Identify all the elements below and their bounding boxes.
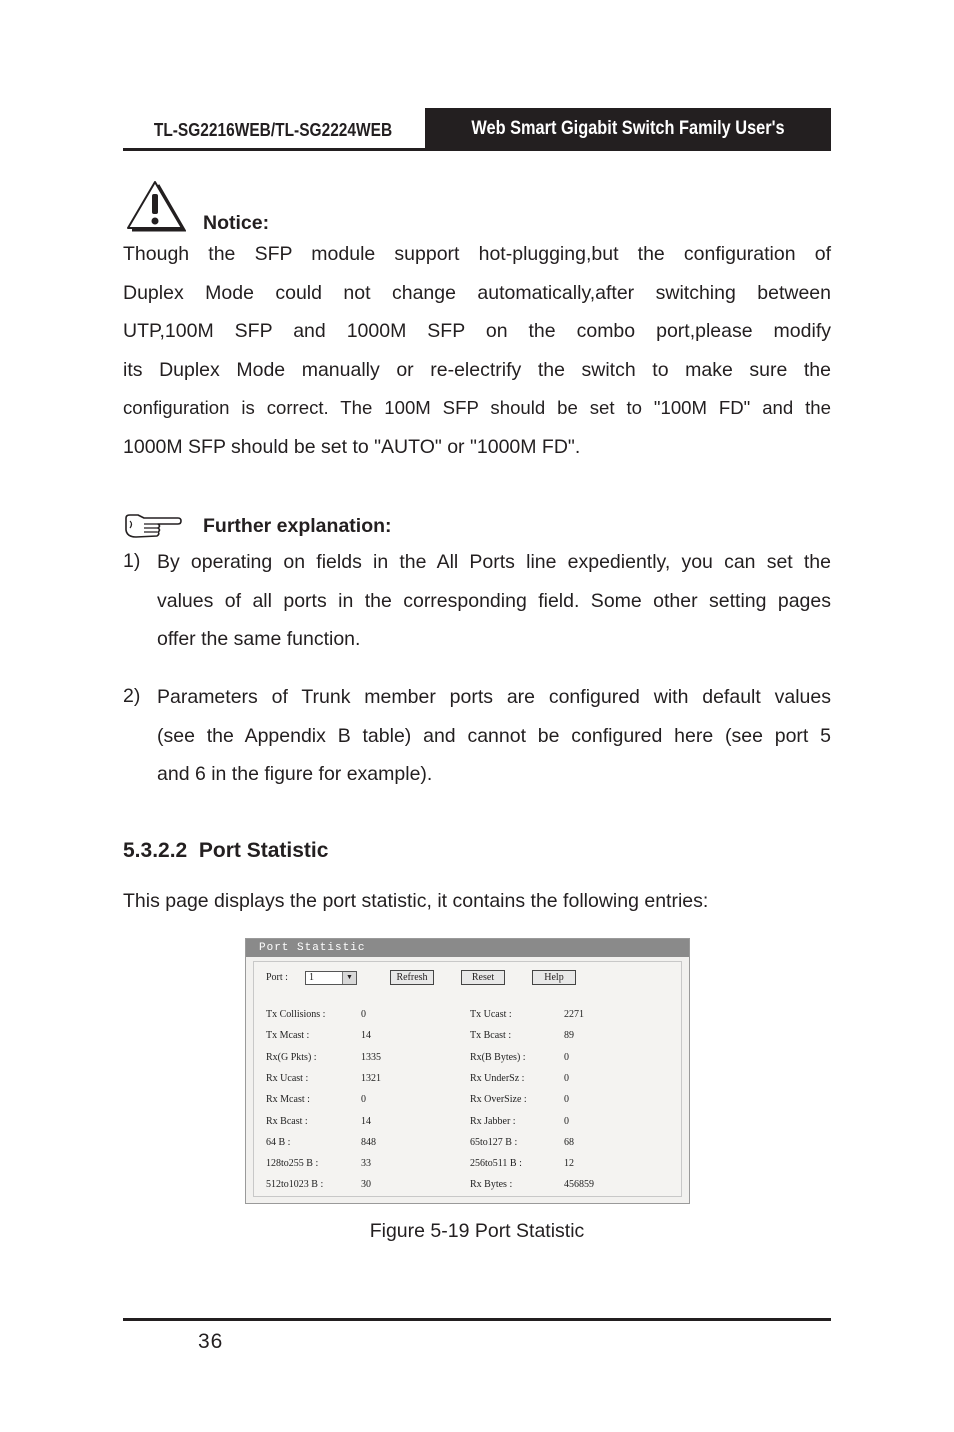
reset-button[interactable]: Reset xyxy=(461,970,505,985)
header-guide-title-text: Web Smart Gigabit Switch Family User's Guide xyxy=(471,118,785,181)
stat-label: Rx Jabber : xyxy=(470,1115,516,1127)
list-item xyxy=(157,678,831,794)
list-item-line: offer the same function. xyxy=(157,628,361,650)
list-item-line: and 6 in the figure for example). xyxy=(157,763,433,785)
port-select[interactable] xyxy=(305,971,357,985)
stat-value: 848 xyxy=(361,1136,376,1148)
stat-value: 68 xyxy=(564,1136,574,1148)
page-number: 36 xyxy=(198,1330,224,1353)
stat-label: Rx OverSize : xyxy=(470,1094,527,1106)
footer-rule xyxy=(123,1318,831,1321)
figure-title: Port Statistic xyxy=(246,939,689,957)
notice-line: 1000M SFP should be set to "AUTO" or "1000M FD". xyxy=(123,435,581,458)
stat-value: 1335 xyxy=(361,1051,381,1063)
notice-line: its Duplex Mode manually or re-electrify the switch to make sure the xyxy=(123,358,831,381)
figure-panel xyxy=(253,961,682,1197)
stat-label: Tx Collisions : xyxy=(266,1009,326,1020)
stat-value: 14 xyxy=(361,1115,371,1127)
stat-label: 65to127 B : xyxy=(470,1136,518,1148)
stat-label: Rx Bytes : xyxy=(470,1179,513,1191)
refresh-button[interactable]: Refresh xyxy=(390,970,434,985)
stat-value: 30 xyxy=(361,1179,371,1191)
chevron-down-icon[interactable]: ▼ xyxy=(342,972,356,984)
section-heading: 5.3.2.2 Port Statistic xyxy=(123,839,329,862)
stat-label: Tx Ucast : xyxy=(470,1009,512,1020)
notice-line: Though the SFP module support hot-plugging,but the configuration of xyxy=(123,243,831,265)
list-item xyxy=(157,543,831,659)
list-number: 2) xyxy=(123,685,141,707)
help-button[interactable]: Help xyxy=(532,970,576,985)
warning-icon xyxy=(124,178,186,234)
notice-line: UTP,100M SFP and 1000M SFP on the combo port,please modify xyxy=(123,320,831,342)
stat-label: Rx(B Bytes) : xyxy=(470,1051,526,1063)
stat-label: 64 B : xyxy=(266,1136,291,1148)
list-item-line: Parameters of Trunk member ports are configured with default values xyxy=(157,686,831,708)
stat-value: 0 xyxy=(564,1072,569,1084)
stat-label: 256to511 B : xyxy=(470,1158,522,1170)
section-intro: This page displays the port statistic, it contains the following entries: xyxy=(123,890,709,912)
stat-label: Tx Mcast : xyxy=(266,1030,310,1042)
stat-label: Tx Bcast : xyxy=(470,1030,512,1042)
stat-label: Rx Mcast : xyxy=(266,1094,310,1106)
stat-value: 456859 xyxy=(564,1179,594,1191)
port-label: Port : xyxy=(266,972,288,983)
port-statistic-figure xyxy=(245,938,690,1204)
stat-value: 0 xyxy=(564,1115,569,1127)
stat-label: Rx Ucast : xyxy=(266,1072,309,1084)
stat-label: Rx(G Pkts) : xyxy=(266,1051,317,1063)
list-number: 1) xyxy=(123,550,141,572)
list-item-line: (see the Appendix B table) and cannot be configured here (see port 5 xyxy=(157,724,831,747)
stat-value: 12 xyxy=(564,1158,574,1170)
pointing-hand-icon xyxy=(124,512,182,540)
header-guide-title xyxy=(425,108,831,181)
notice-line: Duplex Mode could not change automatically,after switching between xyxy=(123,281,831,304)
header-rule xyxy=(123,148,831,151)
list-item-line: values of all ports in the corresponding field. Some other setting pages xyxy=(157,589,831,612)
stat-value: 0 xyxy=(361,1009,366,1020)
stat-value: 14 xyxy=(361,1030,371,1042)
stat-value: 0 xyxy=(564,1051,569,1063)
stat-value: 33 xyxy=(361,1158,371,1170)
stat-value: 0 xyxy=(564,1094,569,1106)
stat-value: 2271 xyxy=(564,1009,584,1020)
stat-label: 128to255 B : xyxy=(266,1158,319,1170)
figure-caption: Figure 5-19 Port Statistic xyxy=(369,1220,585,1242)
header-model: TL-SG2216WEB/TL-SG2224WEB xyxy=(153,120,393,140)
stat-label: Rx Bcast : xyxy=(266,1115,308,1127)
notice-paragraph xyxy=(123,235,831,466)
stat-label: 512to1023 B : xyxy=(266,1179,324,1191)
further-label: Further explanation: xyxy=(203,515,392,537)
port-select-value: 1 xyxy=(309,972,314,983)
stat-value: 1321 xyxy=(361,1072,381,1084)
list-item-line: By operating on fields in the All Ports line expediently, you can set the xyxy=(157,551,831,573)
notice-label: Notice: xyxy=(203,212,270,234)
notice-line: configuration is correct. The 100M SFP should be set to "100M FD" and the xyxy=(123,397,831,418)
stat-label: Rx UnderSz : xyxy=(470,1072,525,1084)
stat-value: 0 xyxy=(361,1094,366,1106)
stat-value: 89 xyxy=(564,1030,574,1042)
